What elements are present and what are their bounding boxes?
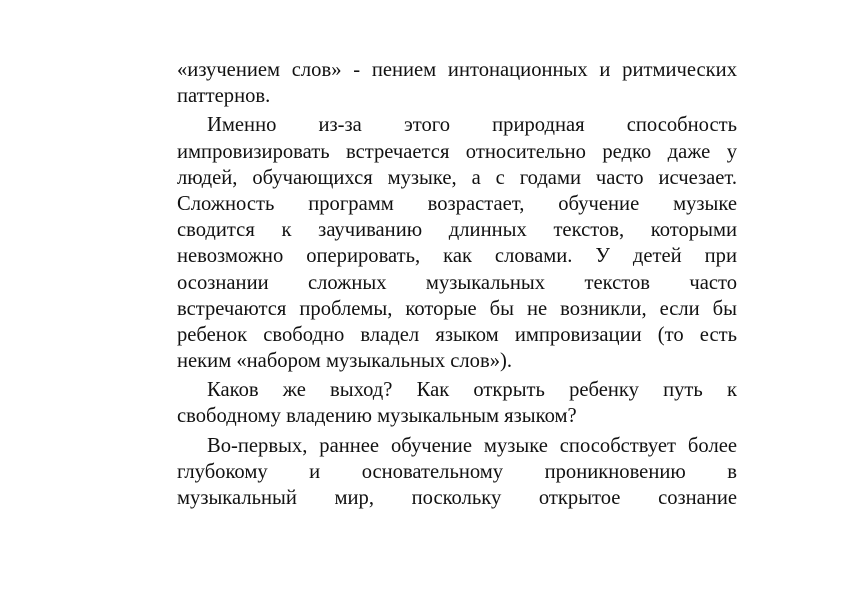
document-text — [177, 57, 737, 511]
text-line: импровизировать встречается относительно редко даже у — [177, 140, 737, 163]
text-line: встречаются проблемы, которые бы не возникли, если бы — [177, 297, 737, 320]
text-line: паттернов. — [177, 85, 271, 108]
text-line: невозможно оперировать, как словами. У детей при — [177, 245, 737, 268]
text-line: свободному владению музыкальным языком? — [177, 405, 577, 428]
text-line: ребенок свободно владел языком импровизации (то есть — [177, 323, 737, 346]
text-line: Каков же выход? Как открыть ребенку путь к — [207, 379, 737, 402]
text-line: Сложность программ возрастает, обучение музыке — [177, 192, 737, 215]
text-line: музыкальный мир, поскольку открытое сознание — [177, 487, 737, 509]
text-line: «изучением слов» - пением интонационных и ритмических — [177, 59, 737, 81]
paragraph — [177, 57, 737, 109]
text-line: Во-первых, раннее обучение музыке способствует более — [207, 434, 737, 457]
text-line: Именно из-за этого природная способность — [207, 114, 737, 137]
text-line: сводится к заучиванию длинных текстов, которыми — [177, 219, 737, 242]
paragraph — [177, 433, 737, 512]
text-line: осознании сложных музыкальных текстов часто — [177, 271, 737, 294]
text-line: глубокому и основательному проникновению в — [177, 460, 737, 483]
paragraph — [177, 112, 737, 374]
text-line: людей, обучающихся музыке, а с годами часто исчезает. — [177, 166, 737, 189]
paragraph — [177, 377, 737, 429]
text-line: неким «набором музыкальных слов»). — [177, 350, 513, 373]
